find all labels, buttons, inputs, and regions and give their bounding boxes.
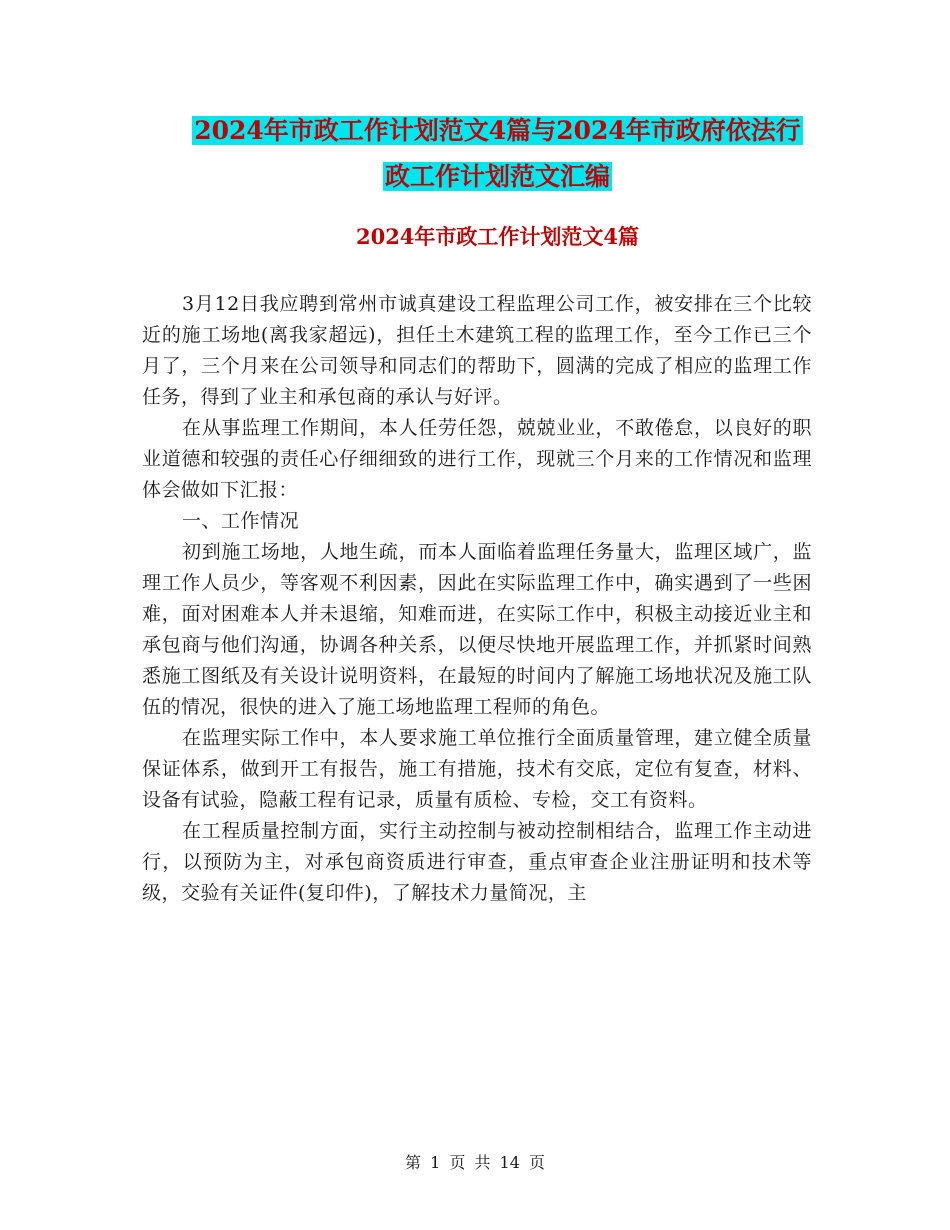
page-footer: 第 1 页 共 14 页 [405,1153,545,1172]
paragraph-1: 3月12日我应聘到常州市诚真建设工程监理公司工作，被安排在三个比较近的施工场地(离我家超远)，担任土木建筑工程的监理工作，至今工作已三个月了，三个月来在公司领导和同志们的帮助下，圆满的完成了相应的监理工作任务，得到了业主和承包商的承认与好评。 [142,293,812,408]
title-line-2: 政工作计划范文汇编 [384,162,610,191]
document-title [140,108,855,200]
title-line-1: 2024年市政工作计划范文4篇与2024年市政府依法行 [194,116,801,145]
paragraph-5: 在工程质量控制方面，实行主动控制与被动控制相结合，监理工作主动进行，以预防为主，对承包商资质进行审查，重点审查企业注册证明和技术等级，交验有关证件(复印件)，了解技术力量简况，主 [142,820,812,904]
paragraph-heading-work-situation: 一、工作情况 [182,510,300,532]
section-title: 2024年市政工作计划范文4篇 [355,224,640,249]
paragraph-4: 在监理实际工作中，本人要求施工单位推行全面质量管理，建立健全质量保证体系，做到开工有报告，施工有措施，技术有交底，定位有复查，材料、设备有试验，隐蔽工程有记录，质量有质检、专检，交工有资料。 [142,727,812,811]
body-text [142,289,812,909]
paragraph-3: 初到施工场地，人地生疏，而本人面临着监理任务量大，监理区域广，监理工作人员少，等客观不利因素，因此在实际监理工作中，确实遇到了一些困难，面对困难本人并未退缩，知难而进，在实际工作中，积极主动接近业主和承包商与他们沟通，协调各种关系，以便尽快地开展监理工作，并抓紧时间熟悉施工图纸及有关设计说明资料，在最短的时间内了解施工场地状况及施工队伍的情况，很快的进入了施工场地监理工程师的角色。 [142,541,812,718]
paragraph-2: 在从事监理工作期间，本人任劳任怨，兢兢业业，不敢倦怠，以良好的职业道德和较强的责任心仔细细致的进行工作，现就三个月来的工作情况和监理体会做如下汇报： [142,417,812,501]
